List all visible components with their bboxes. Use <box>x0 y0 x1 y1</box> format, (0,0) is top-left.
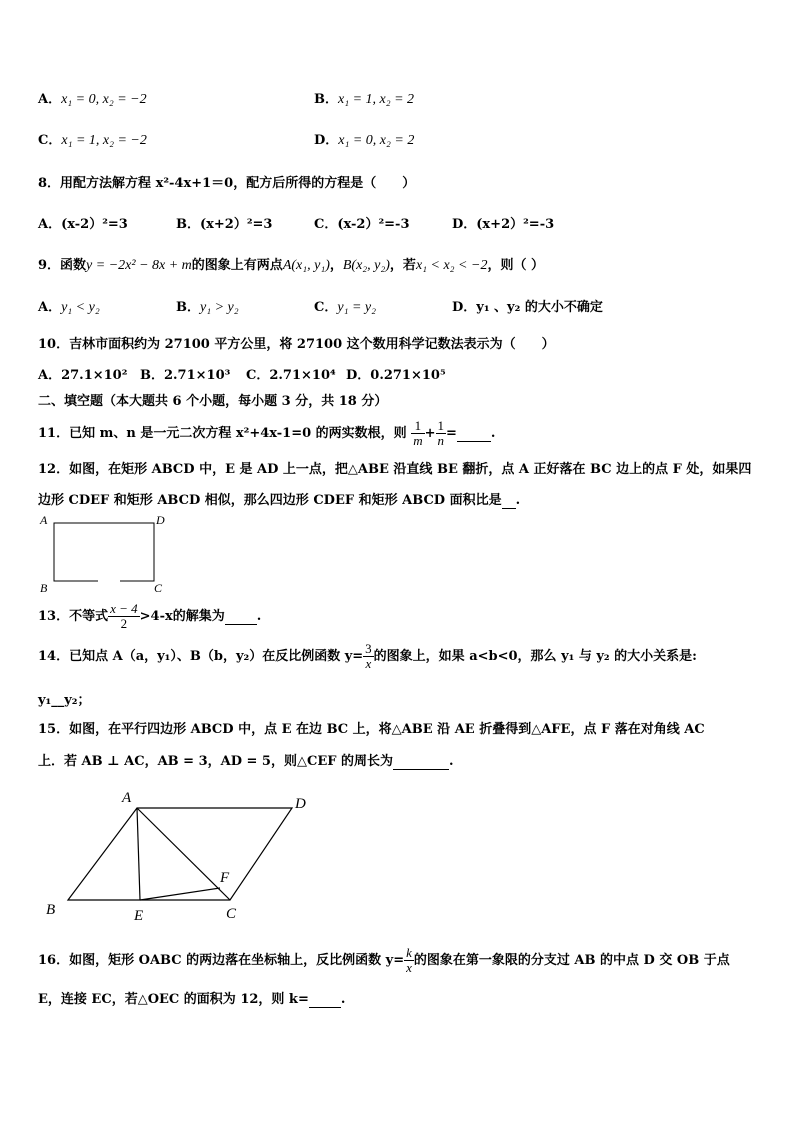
q9-option-d: D．y₁ 、y₂ 的大小不确定 <box>452 300 603 315</box>
q11-stem: 11．已知 m、n 是一元二次方程 x²+4x-1=0 的两实数根，则 $\frac{1}{m}$ + $\frac{1}{n}$ = . <box>38 418 496 448</box>
q15-label-b: B <box>46 902 56 918</box>
q9-option-a: A．y₁ < y₂ <box>38 300 100 315</box>
q15-label-a: A <box>122 790 132 806</box>
q15-answer-blank[interactable] <box>393 754 449 770</box>
q7-option-b: B．x₁ = 1, x₂ = 2 <box>314 92 415 107</box>
q15-label-d: D <box>295 796 306 812</box>
q13-stem: 13．不等式 $\frac{x - 4}{2}$ >4-x的解集为 . <box>38 601 262 631</box>
q10-option-a: A．27.1×10² <box>38 368 128 383</box>
q12-figure-rectangle <box>36 510 172 596</box>
q8-option-d: D．(x+2）²=-3 <box>452 217 555 232</box>
q10-option-c: C．2.71×10⁴ <box>246 368 336 383</box>
q16-answer-blank[interactable] <box>309 992 341 1008</box>
q11-answer-blank[interactable] <box>457 426 491 442</box>
q15-figure-parallelogram <box>40 784 330 926</box>
q10-option-b: B．2.71×10³ <box>140 368 231 383</box>
q10-stem: 10．吉林市面积约为 27100 平方公里，将 27100 这个数用科学记数法表示为（ ） <box>38 337 555 352</box>
q8-option-c: C．(x-2）²=-3 <box>314 217 410 232</box>
q14-stem: 14．已知点 A（a，y₁）、B（b，y₂）在反比例函数 y= $\frac{3}{x}$ 的图象上，如果 a<b<0，那么 y₁ 与 y₂ 的大小关系是: <box>38 641 697 671</box>
q15-label-f: F <box>220 870 230 886</box>
q12-label-c: C <box>154 581 163 595</box>
q7-option-c: C．x₁ = 1, x₂ = −2 <box>38 133 147 148</box>
q12-label-a: A <box>40 513 48 527</box>
section-heading: 二、填空题（本大题共 6 个小题，每小题 3 分，共 18 分） <box>38 394 388 409</box>
q9-stem: 9．函数y = −2x² − 8x + m的图象上有两点A(x₁, y₁)，B(x₂, y₂)，若x₁ < x₂ < −2，则（ ） <box>38 258 544 273</box>
q15-line2: 上．若 AB ⊥ AC，AB = 3，AD = 5，则△CEF 的周长为 . <box>38 754 454 769</box>
q13-fraction: $\frac{x - 4}{2}$ <box>110 601 138 631</box>
q10-option-d: D．0.271×10⁵ <box>346 368 446 383</box>
q16-fraction: $\frac{k}{x}$ <box>406 945 412 975</box>
q9-option-c: C．y₁ = y₂ <box>314 300 376 315</box>
q11-fraction-1: $\frac{1}{m}$ <box>413 418 423 448</box>
q13-answer-blank[interactable] <box>225 609 257 625</box>
q8-stem: 8．用配方法解方程 x²-4x+1＝0，配方后所得的方程是（ ） <box>38 176 416 191</box>
q16-line2: E，连接 EC，若△OEC 的面积为 12，则 k= . <box>38 992 346 1007</box>
q12-line2: 边形 CDEF 和矩形 ABCD 相似，那么四边形 CDEF 和矩形 ABCD 面积比是 . <box>38 493 521 508</box>
q12-label-d: D <box>156 513 165 527</box>
q9-option-b: B．y₁ > y₂ <box>176 300 239 315</box>
q8-option-a: A．(x-2）²=3 <box>38 217 128 232</box>
q14-line2: y₁__y₂； <box>38 693 91 708</box>
q12-answer-blank[interactable] <box>502 493 516 509</box>
q15-line1: 15．如图，在平行四边形 ABCD 中，点 E 在边 BC 上，将△ABE 沿 AE 折叠得到△AFE，点 F 落在对角线 AC <box>38 722 705 737</box>
q8-option-b: B．(x+2）²=3 <box>176 217 273 232</box>
q12-label-b: B <box>40 581 48 595</box>
q14-fraction: $\frac{3}{x}$ <box>365 641 372 671</box>
q15-label-c: C <box>226 906 237 922</box>
q12-line1: 12．如图，在矩形 ABCD 中，E 是 AD 上一点，把△ABE 沿直线 BE 翻折，点 A 正好落在 BC 边上的点 F 处，如果四 <box>38 462 752 477</box>
q16-stem: 16．如图，矩形 OABC 的两边落在坐标轴上，反比例函数 y= $\frac{k}{x}$ 的图象在第一象限的分支过 AB 的中点 D 交 OB 于点 <box>38 945 730 975</box>
q7-option-a: A．x₁ = 0, x₂ = −2 <box>38 92 147 107</box>
q11-fraction-2: $\frac{1}{n}$ <box>437 418 445 448</box>
q15-label-e: E <box>134 908 144 924</box>
q7-option-d: D．x₁ = 0, x₂ = 2 <box>314 133 415 148</box>
